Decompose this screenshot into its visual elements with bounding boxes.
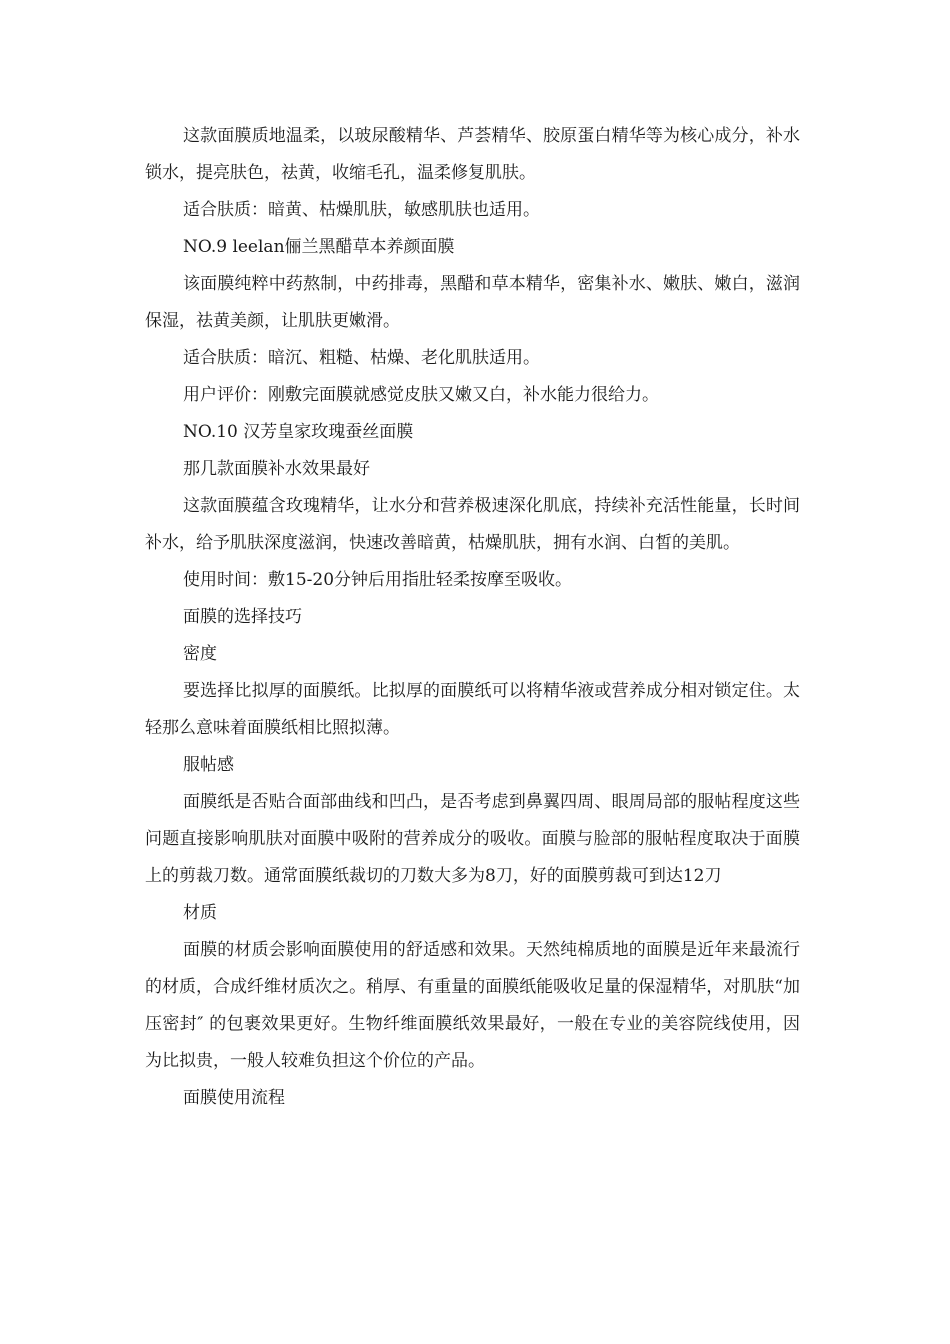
heading-usage-process: 面膜使用流程 — [183, 1088, 285, 1108]
paragraph-fit: 面膜纸是否贴合面部曲线和凹凸，是否考虑到鼻翼四周、眼周局部的服帖程度这些问题直接影响肌肤对面膜中吸附的营养成分的吸收。面膜与脸部的服帖程度取决于面膜上的剪裁刀数。通常面膜纸裁切的刀数大多为8刀，好的面膜剪裁可到达12刀 — [145, 792, 800, 886]
paragraph-mask-intro: 这款面膜质地温柔，以玻尿酸精华、芦荟精华、胶原蛋白精华等为核心成分，补水锁水，提亮肤色，祛黄，收缩毛孔，温柔修复肌肤。 — [145, 126, 800, 183]
heading-selection-tips: 面膜的选择技巧 — [183, 607, 302, 627]
heading-density: 密度 — [183, 644, 217, 664]
paragraph-no10-description: 这款面膜蕴含玫瑰精华，让水分和营养极速深化肌底，持续补充活性能量，长时间补水，给予肌肤深度滋润，快速改善暗黄，枯燥肌肤，拥有水润、白皙的美肌。 — [145, 496, 800, 553]
heading-no9: NO.9 leelan俪兰黑醋草本养颜面膜 — [183, 237, 455, 257]
paragraph-skin-type: 适合肤质：暗黄、枯燥肌肤，敏感肌肤也适用。 — [183, 200, 540, 220]
heading-fit: 服帖感 — [183, 755, 234, 775]
paragraph-material: 面膜的材质会影响面膜使用的舒适感和效果。天然纯棉质地的面膜是近年来最流行的材质，合成纤维材质次之。稍厚、有重量的面膜纸能吸收足量的保湿精华，对肌肤“加压密封″ 的包裹效果更好。生物纤维面膜纸效果最好，一般在专业的美容院线使用，因为比拟贵，一般人较难负担这个价位的产品。 — [145, 940, 800, 1071]
heading-no10: NO.10 汉芳皇家玫瑰蚕丝面膜 — [183, 422, 414, 442]
paragraph-usage-time: 使用时间：敷15-20分钟后用指肚轻柔按摩至吸收。 — [183, 570, 573, 590]
document-page — [145, 118, 800, 1117]
paragraph-no9-description: 该面膜纯粹中药熬制，中药排毒，黑醋和草本精华，密集补水、嫩肤、嫩白，滋润保湿，祛黄美颜，让肌肤更嫩滑。 — [145, 274, 800, 331]
paragraph-user-review: 用户评价：刚敷完面膜就感觉皮肤又嫩又白，补水能力很给力。 — [183, 385, 659, 405]
paragraph-density: 要选择比拟厚的面膜纸。比拟厚的面膜纸可以将精华液或营养成分相对锁定住。太轻那么意味着面膜纸相比照拟薄。 — [145, 681, 800, 738]
heading-material: 材质 — [183, 903, 217, 923]
paragraph-no9-skin-type: 适合肤质：暗沉、粗糙、枯燥、老化肌肤适用。 — [183, 348, 540, 368]
heading-best-masks: 那几款面膜补水效果最好 — [183, 459, 370, 479]
